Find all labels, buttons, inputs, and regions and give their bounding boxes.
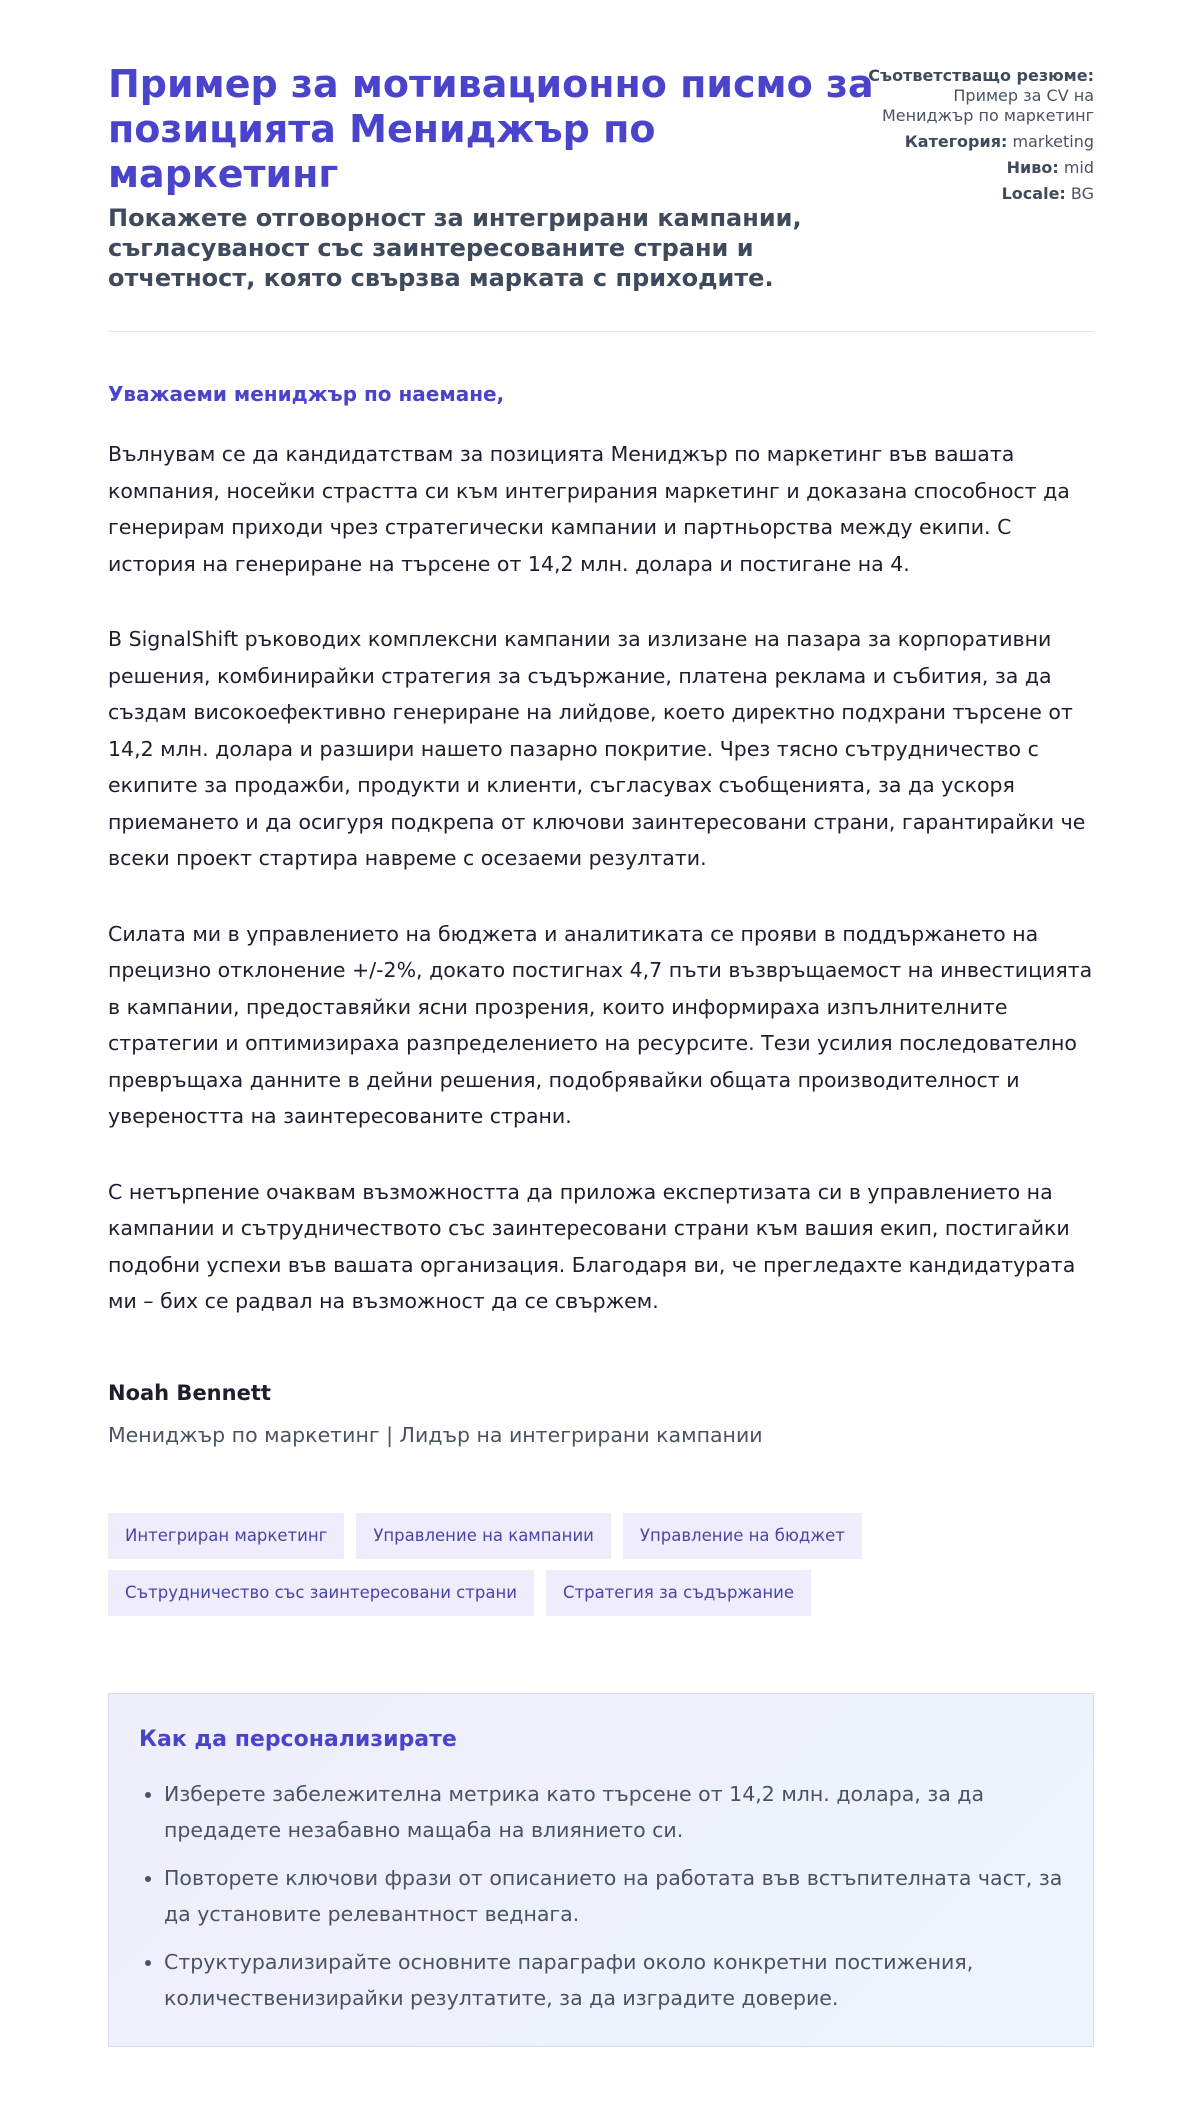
signature-block <box>108 1378 763 1450</box>
meta-level-value: mid <box>1063 158 1094 177</box>
skill-tag: Интегриран маркетинг <box>108 1513 344 1559</box>
tag-row <box>108 1570 1094 1616</box>
meta-category <box>859 132 1094 152</box>
meta-resume-label: Съответстващо резюме: <box>868 66 1094 85</box>
page-title: Пример за мотивационно писмо за позицията Мениджър по маркетинг <box>108 62 874 196</box>
letter-greeting: Уважаеми мениджър по наемане, <box>108 382 505 406</box>
skill-tag: Управление на бюджет <box>623 1513 862 1559</box>
meta-resume-value: Пример за CV на Мениджър по маркетинг <box>882 86 1094 125</box>
meta-category-value: marketing <box>1012 132 1094 151</box>
letter-body <box>108 436 1094 1359</box>
tag-row <box>108 1513 1094 1559</box>
tip-item: • Изберете забележителна метрика като търсене от 14,2 млн. долара, за да предадете незабавно мащаба на влиянието си. <box>164 1776 1084 1848</box>
page-header <box>108 62 1094 332</box>
tips-list <box>139 1776 1084 2028</box>
letter-paragraph: С нетърпение очаквам възможността да приложа експертизата си в управлението на кампании и сътрудничеството със заинтересовани страни към вашия екип, постигайки подобни успехи във вашата организация. Благодаря ви, че прегледахте кандидатурата ми – бих се радвал на възможност да се свържем. <box>108 1179 1076 1313</box>
signature-role: Мениджър по маркетинг | Лидър на интегрирани кампании <box>108 1423 763 1447</box>
meta-level-label: Ниво: <box>1006 158 1059 177</box>
skill-tags <box>108 1513 1094 1627</box>
page-subtitle: Покажете отговорност за интегрирани кампании, съгласуваност със заинтересованите страни и отчетност, която свързва марката с приходите. <box>108 204 802 292</box>
title-block <box>108 62 898 293</box>
header-divider <box>108 331 1094 332</box>
meta-category-label: Категория: <box>904 132 1008 151</box>
meta-locale-label: Locale: <box>1001 184 1066 203</box>
meta-level <box>859 158 1094 178</box>
skill-tag: Управление на кампании <box>356 1513 611 1559</box>
skill-tag: Стратегия за съдържание <box>546 1570 811 1616</box>
meta-resume <box>859 66 1094 126</box>
tips-title: Как да персонализирате <box>139 1727 457 1752</box>
letter-paragraph: Вълнувам се да кандидатствам за позицията Мениджър по маркетинг във вашата компания, носейки страстта си към интегрирания маркетинг и доказана способност да генерирам приходи чрез стратегически кампании и партньорства между екипи. С история на генериране на търсене от 14,2 млн. долара и постигане на 4. <box>108 442 1070 576</box>
letter-paragraph: В SignalShift ръководих комплексни кампании за излизане на пазара за корпоративни решения, комбинирайки стратегия за съдържание, платена реклама и събития, за да създам високоефективно генериране на лийдове, което директно подхрани търсене от 14,2 млн. долара и разшири нашето пазарно покритие. Чрез тясно сътрудничество с екипите за продажби, продукти и клиенти, съгласувах съобщенията, за да ускоря приемането и да осигуря подкрепа от ключови заинтересовани страни, гарантирайки че всеки проект стартира навреме с осезаеми резултати. <box>108 627 1086 870</box>
meta-locale <box>859 184 1094 204</box>
meta-panel <box>859 66 1094 210</box>
skill-tag: Сътрудничество със заинтересовани страни <box>108 1570 534 1616</box>
tip-item: • Структурализирайте основните параграфи около конкретни постижения, количественизирайки резултатите, за да изградите доверие. <box>164 1944 1084 2016</box>
meta-locale-value: BG <box>1070 184 1094 203</box>
tip-item: • Повторете ключови фрази от описанието на работата във встъпителната част, за да установите релевантност веднага. <box>164 1860 1084 1932</box>
signature-name: Noah Bennett <box>108 1381 271 1405</box>
letter-paragraph: Силата ми в управлението на бюджета и аналитиката се прояви в поддържането на прецизно отклонение +/-2%, докато постигнах 4,7 пъти възвръщаемост на инвестицията в кампании, предоставяйки ясни прозрения, които информираха изпълнителните стратегии и оптимизираха разпределението на ресурсите. Тези усилия последователно превръщаха данните в дейни решения, подобрявайки общата производителност и увереността на заинтересованите страни. <box>108 921 1093 1128</box>
personalize-tips-box <box>108 1693 1094 2047</box>
